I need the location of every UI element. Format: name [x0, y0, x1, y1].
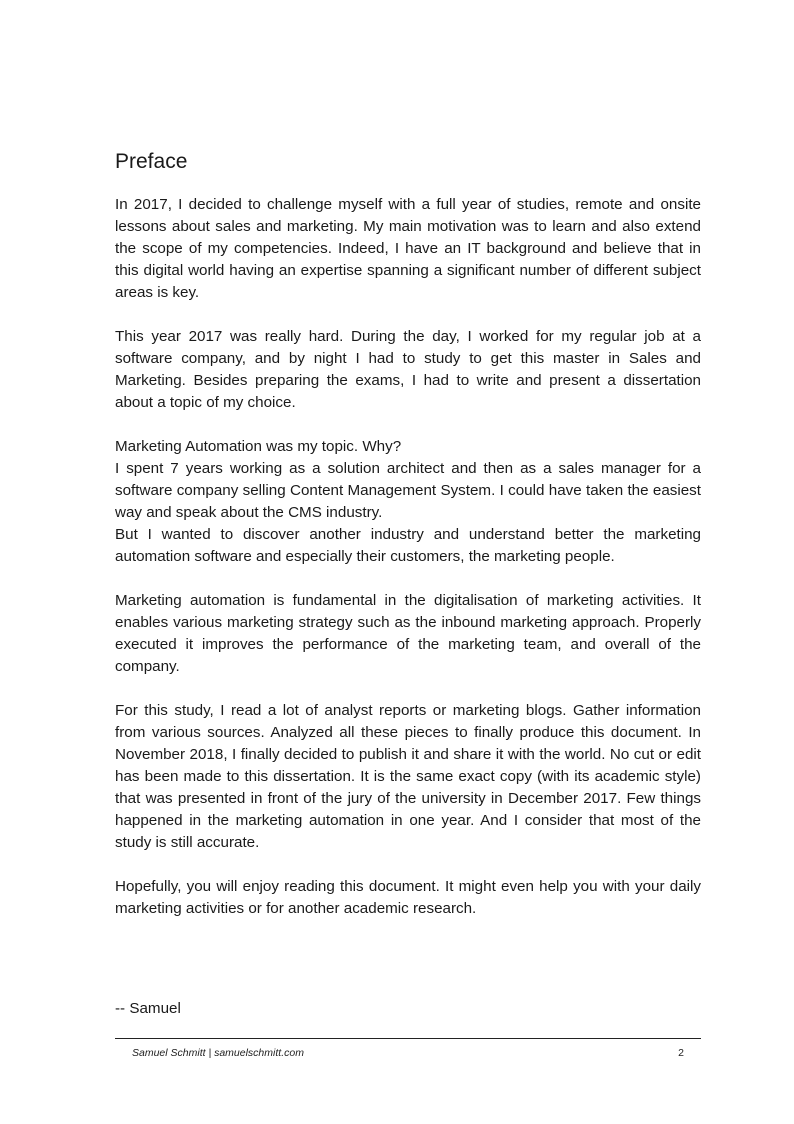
footer-author: Samuel Schmitt | samuelschmitt.com [132, 1047, 304, 1059]
paragraph-text: But I wanted to discover another industry and understand better the marketing automation software and especially their customers, the marketing people. [115, 526, 701, 565]
paragraph-text: Marketing Automation was my topic. Why? [115, 438, 402, 455]
page-number: 2 [678, 1047, 684, 1059]
footer-divider [115, 1038, 701, 1039]
paragraph-6 [115, 876, 701, 920]
paragraph-text: Hopefully, you will enjoy reading this document. It might even help you with your daily marketing activities or for another academic research. [115, 878, 701, 917]
paragraph-text: In 2017, I decided to challenge myself with a full year of studies, remote and onsite lessons about sales and marketing. My main motivation was to learn and also extend the scope of my competencies. Indeed, I have an IT background and believe that in this digital world having an expertise spanning a significant number of different subject areas is key. [115, 196, 701, 301]
signature: -- Samuel [115, 1000, 181, 1017]
paragraph-2 [115, 326, 701, 414]
paragraph-5 [115, 700, 701, 854]
paragraph-3 [115, 436, 701, 568]
page-title: Preface [115, 150, 188, 173]
paragraph-text: I spent 7 years working as a solution architect and then as a sales manager for a software company selling Content Management System. I could have taken the easiest way and speak about the CMS industry. [115, 460, 701, 521]
paragraph-4 [115, 590, 701, 678]
paragraph-text: This year 2017 was really hard. During the day, I worked for my regular job at a software company, and by night I had to study to get this master in Sales and Marketing. Besides preparing the exams, I had to write and present a dissertation about a topic of my choice. [115, 328, 701, 411]
document-body [115, 148, 701, 942]
paragraph-text: For this study, I read a lot of analyst reports or marketing blogs. Gather information from various sources. Analyzed all these pieces to finally produce this document. In November 2018, I finally decided to publish it and share it with the world. No cut or edit has been made to this dissertation. It is the same exact copy (with its academic style) that was presented in front of the jury of the university in December 2017. Few things happened in the marketing automation in one year. And I consider that most of the study is still accurate. [115, 702, 701, 851]
paragraph-text: Marketing automation is fundamental in the digitalisation of marketing activities. It enables various marketing strategy such as the inbound marketing approach. Properly executed it improves the performance of the marketing team, and overall of the company. [115, 592, 701, 675]
paragraph-1 [115, 194, 701, 304]
